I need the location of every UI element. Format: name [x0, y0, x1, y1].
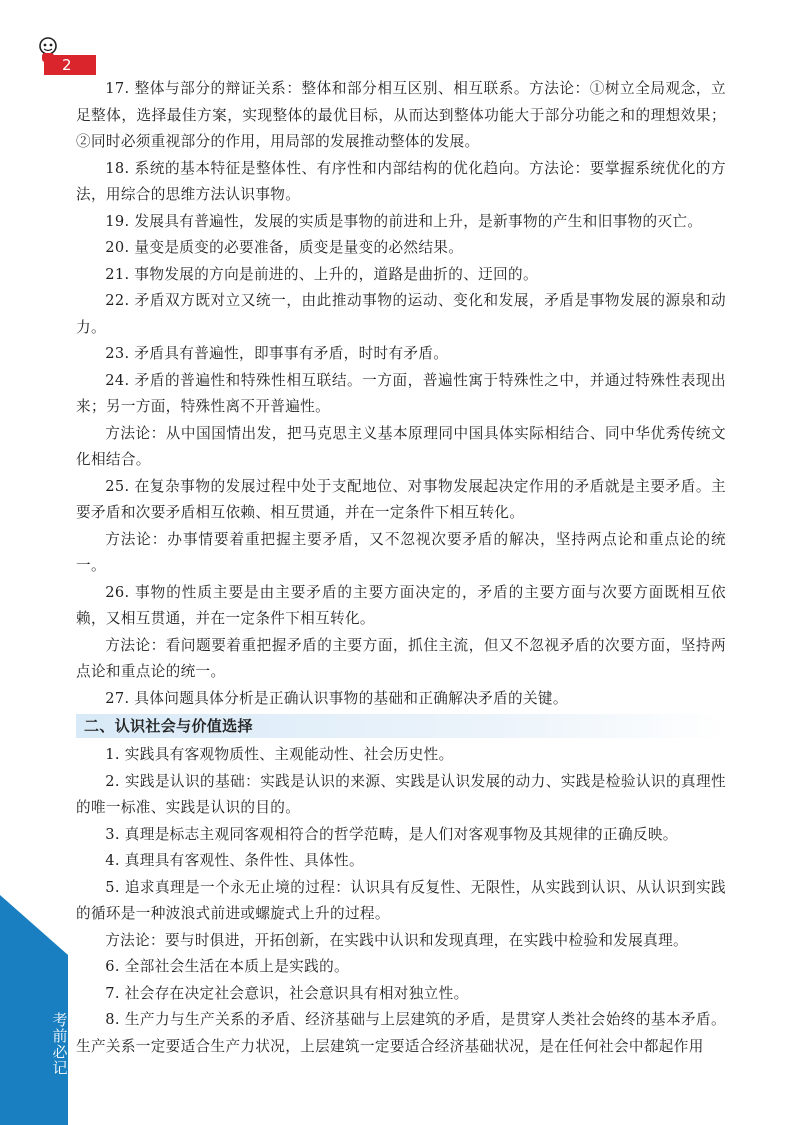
paragraph: 4. 真理具有客观性、条件性、具体性。: [105, 852, 364, 869]
paragraph: 21. 事物发展的方向是前进的、上升的，道路是曲折的、迂回的。: [105, 265, 538, 283]
paragraph: 23. 矛盾具有普遍性，即事事有矛盾，时时有矛盾。: [105, 345, 449, 362]
paragraph: 2. 实践是认识的基础：实践是认识的来源、实践是认识发展的动力、实践是检验认识的真理性的唯一标准、实践是认识的目的。: [76, 772, 726, 816]
paragraph: 17. 整体与部分的辩证关系：整体和部分相互区别、相互联系。方法论：①树立全局观念，立足整体，选择最佳方案，实现整体的最优目标，从而达到整体功能大于部分功能之和的理想效果；②同时必须重视部分的作用，用局部的发展推动整体的发展。: [76, 80, 726, 150]
paragraph: 3. 真理是标志主观同客观相符合的哲学范畴，是人们对客观事物及其规律的正确反映。: [105, 825, 678, 843]
side-label: 考前必记: [52, 1011, 68, 1077]
page-number-badge: 2: [44, 55, 96, 75]
paragraph: 19. 发展具有普遍性，发展的实质是事物的前进和上升，是新事物的产生和旧事物的灭亡。: [105, 212, 703, 230]
paragraph: 1. 实践具有客观物质性、主观能动性、社会历史性。: [105, 746, 454, 763]
section-heading: 二、认识社会与价值选择: [76, 714, 726, 738]
page-content: [76, 76, 726, 1060]
paragraph: 方法论：要与时俱进，开拓创新，在实践中认识和发现真理，在实践中检验和发展真理。: [105, 931, 688, 949]
paragraph: 方法论：从中国国情出发，把马克思主义基本原理同中国具体实际相结合、同中华优秀传统文化相结合。: [76, 424, 726, 468]
paragraph: 20. 量变是质变的必要准备，质变是量变的必然结果。: [105, 239, 464, 256]
paragraph: 方法论：办事情要着重把握主要矛盾，又不忽视次要矛盾的解决，坚持两点论和重点论的统一。: [76, 530, 726, 574]
paragraph: 24. 矛盾的普遍性和特殊性相互联结。一方面，普遍性寓于特殊性之中，并通过特殊性表现出来；另一方面，特殊性离不开普遍性。: [76, 371, 726, 415]
paragraph: 8. 生产力与生产关系的矛盾、经济基础与上层建筑的矛盾，是贯穿人类社会始终的基本矛盾。生产关系一定要适合生产力状况，上层建筑一定要适合经济基础状况，是在任何社会中都起作用: [76, 1011, 726, 1055]
paragraph: 6. 全部社会生活在本质上是实践的。: [105, 958, 349, 975]
paragraph: 方法论：看问题要着重把握矛盾的主要方面，抓住主流，但又不忽视矛盾的次要方面，坚持两点论和重点论的统一。: [76, 636, 726, 680]
paragraph: 7. 社会存在决定社会意识，社会意识具有相对独立性。: [105, 984, 469, 1002]
paragraph: 5. 追求真理是一个永无止境的过程：认识具有反复性、无限性，从实践到认识、从认识到实践的循环是一种波浪式前进或螺旋式上升的过程。: [76, 878, 726, 922]
paragraph: 22. 矛盾双方既对立又统一，由此推动事物的运动、变化和发展，矛盾是事物发展的源泉和动力。: [76, 292, 726, 336]
paragraph: 25. 在复杂事物的发展过程中处于支配地位、对事物发展起决定作用的矛盾就是主要矛盾。主要矛盾和次要矛盾相互依赖、相互贯通，并在一定条件下相互转化。: [76, 477, 726, 521]
paragraph: 27. 具体问题具体分析是正确认识事物的基础和正确解决矛盾的关键。: [105, 689, 568, 707]
paragraph: 26. 事物的性质主要是由主要矛盾的主要方面决定的，矛盾的主要方面与次要方面既相互依赖，又相互贯通，并在一定条件下相互转化。: [76, 583, 726, 627]
paragraph: 18. 系统的基本特征是整体性、有序性和内部结构的优化趋向。方法论：要掌握系统优化的方法，用综合的思维方法认识事物。: [76, 159, 726, 203]
side-band: [0, 895, 68, 1125]
